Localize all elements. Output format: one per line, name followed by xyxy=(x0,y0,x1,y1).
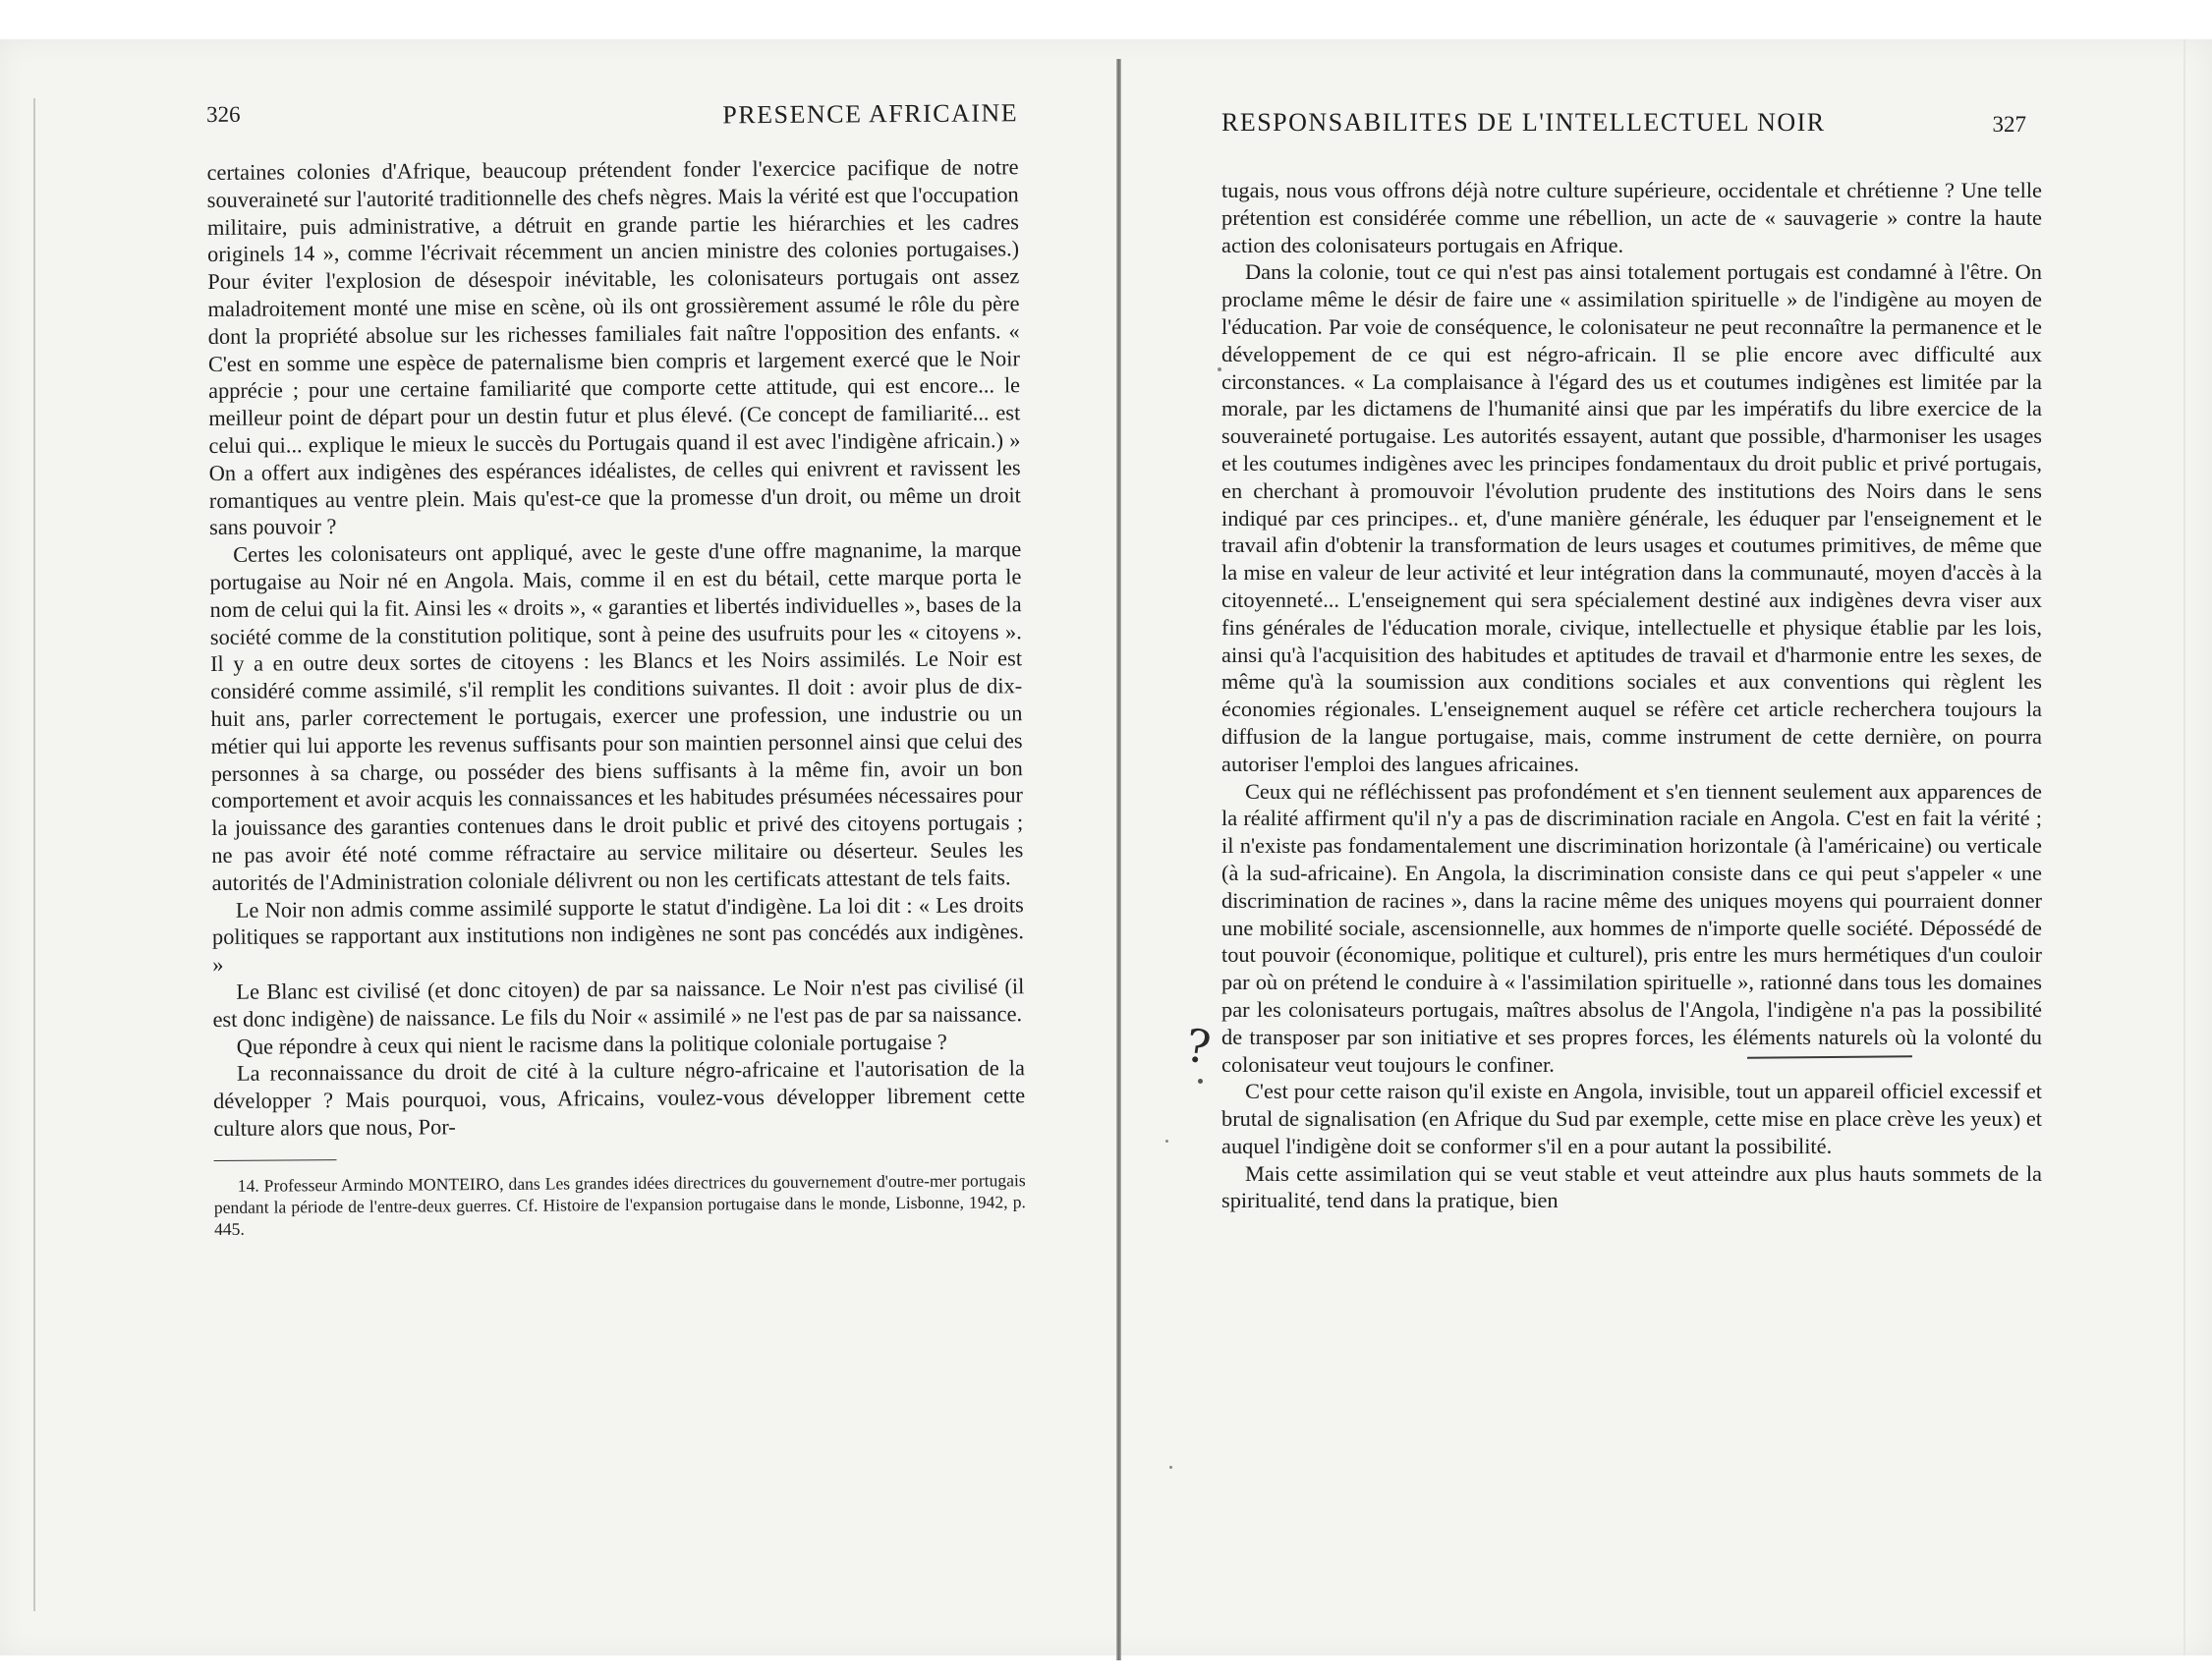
footnote-rule xyxy=(214,1159,337,1161)
scan-speck xyxy=(1169,1466,1172,1469)
paragraph: Mais cette assimilation qui se veut stable et veut atteindre aux plus hauts sommets de la spiritualité, tend dans la pratique, bien xyxy=(1221,1160,2042,1213)
book-gutter xyxy=(1116,59,1121,1660)
paragraph: tugais, nous vous offrons déjà notre culture supérieure, occidentale et chrétienne ? Une telle prétention est considérée comme une rébellion, un acte de « sauvagerie » contre la haute action des colonisateurs portugais en Afrique. xyxy=(1221,178,2042,257)
right-page xyxy=(1221,98,2042,1214)
handwritten-dot xyxy=(1198,1079,1203,1084)
handwritten-question-mark: ? xyxy=(1182,1018,1215,1075)
left-page xyxy=(206,92,1026,1239)
right-page-number: 327 xyxy=(1992,112,2026,137)
left-page-number: 326 xyxy=(206,101,241,127)
paragraph: Ceux qui ne réfléchissent pas profondément et s'en tiennent seulement aux apparences de la réalité affirment qu'il n'y a pas de discrimination raciale en Angola. C'est en fait la vérité ; il n'existe pas fondamentalement une discrimination horizontale (à l'américaine) ou verticale (à la sud-africaine). En Angola, la discrimination consiste dans ce qui peut s'appeler « une discrimination de racines », dans la racine même des uniques moyens qui pourraient donner une mobilité sociale, ascensionnelle, aux hommes de n'importe quelle société. Dépossédé de tout pouvoir (économique, politique et culturel), pris entre les murs hermétiques d'un couloir par où on prétend le conduire à « l'assimilation spirituelle », rationné dans tous les domaines par les colonisateurs portugais, maîtres absolus de l'Angola, l'indigène n'a pas la possibilité de transposer par son initiative et ses propres forces, les éléments naturels où la volonté du colonisateur veut toujours le confiner. xyxy=(1221,778,2042,1077)
right-running-head xyxy=(1221,98,2042,155)
right-page-edge xyxy=(2184,39,2185,1655)
paragraph: Le Noir non admis comme assimilé supporte le statut d'indigène. La loi dit : « Les droits politiques se rapportant aux institutions non indigènes ne sont pas concédés aux indigènes. » xyxy=(211,891,1025,978)
scan-speck xyxy=(1165,1140,1168,1143)
paragraph: Certes les colonisateurs ont appliqué, avec le geste d'une offre magnanime, la marque portugaise au Noir né en Angola. Mais, comme il en est du bétail, cette marque porta le nom de celui qui la fit. Ainsi les « droits », « garanties et libertés individuelles », bases de la société comme de la constitution politique, sont à peine des usufruits pour les « citoyens ». Il y a en outre deux sortes de citoyens : les Blancs et les Noirs assimilés. Le Noir est considéré comme assimilé, s'il remplit les conditions suivantes. Il doit : avoir plus de dix-huit ans, parler correctement le portugais, exercer une profession, une industrie ou un métier qui lui apporte les revenus suffisants pour son maintien personnel ainsi que celui des personnes à sa charge, ou posséder des biens suffisants à la même fin, avoir un bon comportement et avoir acquis les connaissances et les habitudes présumées nécessaires pour la jouissance des garanties contenues dans le droit public et privé des citoyens portugais ; ne pas avoir été noté comme réfractaire au service militaire ou déserteur. Seules les autorités de l'Administration coloniale délivrent ou non les certificats attestant de tels faits. xyxy=(209,536,1024,895)
paragraph: Que répondre à ceux qui nient le racisme dans la politique coloniale portugaise ? xyxy=(236,1029,947,1059)
paragraph: Le Blanc est civilisé (et donc citoyen) de par sa naissance. Le Noir n'est pas civilisé (il est donc indigène) de naissance. Le fils du Noir « assimilé » ne l'est pas de par sa naissance. xyxy=(212,974,1025,1032)
left-running-title: PRESENCE AFRICAINE xyxy=(722,98,1019,130)
left-running-head xyxy=(206,92,1018,138)
left-body-text xyxy=(206,153,1025,1142)
right-running-title: RESPONSABILITES DE L'INTELLECTUEL NOIR xyxy=(1221,108,1826,137)
scan-speck xyxy=(1218,367,1221,371)
paragraph: La reconnaissance du droit de cité à la culture négro-africaine et l'autorisation de la développer ? Mais pourquoi, vous, Africains, voulez-vous développer librement cette culture alors que nous, Por- xyxy=(213,1055,1026,1141)
footnote xyxy=(214,1169,1026,1240)
paragraph: certaines colonies d'Afrique, beaucoup prétendent fonder l'exercice pacifique de notre souveraineté sur l'autorité traditionnelle des chefs nègres. Mais la vérité est que l'occupation militaire, puis administrative, a détruit en grande partie les hiérarchies et les cadres originels 14 », comme l'écrivait récemment un ancien ministre des colonies portugaises.) Pour éviter l'explosion de désespoir inévitable, les colonisateurs portugais ont assez maladroitement monté une mise en scène, où ils ont grossièrement assumé le rôle du père dont la propriété absolue sur les richesses familiales fait naître l'opposition des enfants. « C'est en somme une espèce de paternalisme bien compris et largement exercé que le Noir apprécie ; pour une certaine familiarité que comporte cette attitude, qui est encore... le meilleur point de départ pour un destin futur et plus élevé. (Ce concept de familiarité... est celui qui... explique le mieux le succès du Portugais quand il est avec l'indigène africain.) » On a offert aux indigènes des espérances idéalistes, de celles qui enivrent et ravissent les romantiques au ventre plein. Mais qu'est-ce que la promesse d'un droit, ou même un droit sans pouvoir ? xyxy=(206,154,1021,540)
paragraph: Dans la colonie, tout ce qui n'est pas ainsi totalement portugais est condamné à l'être. On proclame même le désir de faire une « assimilation spirituelle » de l'indigène au moyen de l'éducation. Par voie de conséquence, le colonisateur ne peut reconnaître la permanence et le développement de ce qui est négro-africain. Il se plie encore avec difficulté aux circonstances. « La complaisance à l'égard des us et coutumes indigènes est limitée par la morale, par les dictamens de l'humanité ainsi que par les impératifs du libre exercice de la souveraineté portugaise. Les autorités essayent, autant que possible, d'harmoniser les usages et les coutumes indigènes avec les principes fondamentaux du droit public et privé portugais, en cherchant à promouvoir l'évolution prudente des institutions des Noirs dans le sens indiqué par ces principes.. et, d'une manière générale, les éduquer par l'enseignement et le travail afin d'obtenir la transformation de leurs usages et coutumes primitives, de même que la mise en valeur de leur activité et leur intégration dans la communauté, moyen d'accès à la citoyenneté... L'enseignement qui sera spécialement destiné aux indigènes devra viser aux fins générales de l'éducation morale, civique, intellectuelle et physique établie par les lois, ainsi qu'à l'acquisition des habitudes et aptitudes de travail et d'harmonie entre les sexes, de même qu'à la soumission aux conditions sociales et aux conventions qui règlent les économies régionales. L'enseignement auquel se réfère cet article recherchera toujours la diffusion de la langue portugaise, mais, comme instrument de cette dernière, on pourra autoriser l'emploi des langues africaines. xyxy=(1221,259,2042,776)
paragraph: C'est pour cette raison qu'il existe en Angola, invisible, tout un appareil officiel excessif et brutal de signalisation (en Afrique du Sud par exemple, cette mise en place crève les yeux) et auquel l'indigène doit se conformer s'il en a pour autant la possibilité. xyxy=(1221,1079,2042,1158)
left-page-edge xyxy=(33,98,35,1611)
footnote-14: 14. Professeur Armindo MONTEIRO, dans Les grandes idées directrices du gouvernement d'outre-mer portugais pendant la période de l'entre-deux guerres. Cf. Histoire de l'expansion portugaise dans le monde, Lisbonne, 1942, p. 445. xyxy=(213,1169,1026,1239)
right-body-text xyxy=(1221,177,2042,1214)
